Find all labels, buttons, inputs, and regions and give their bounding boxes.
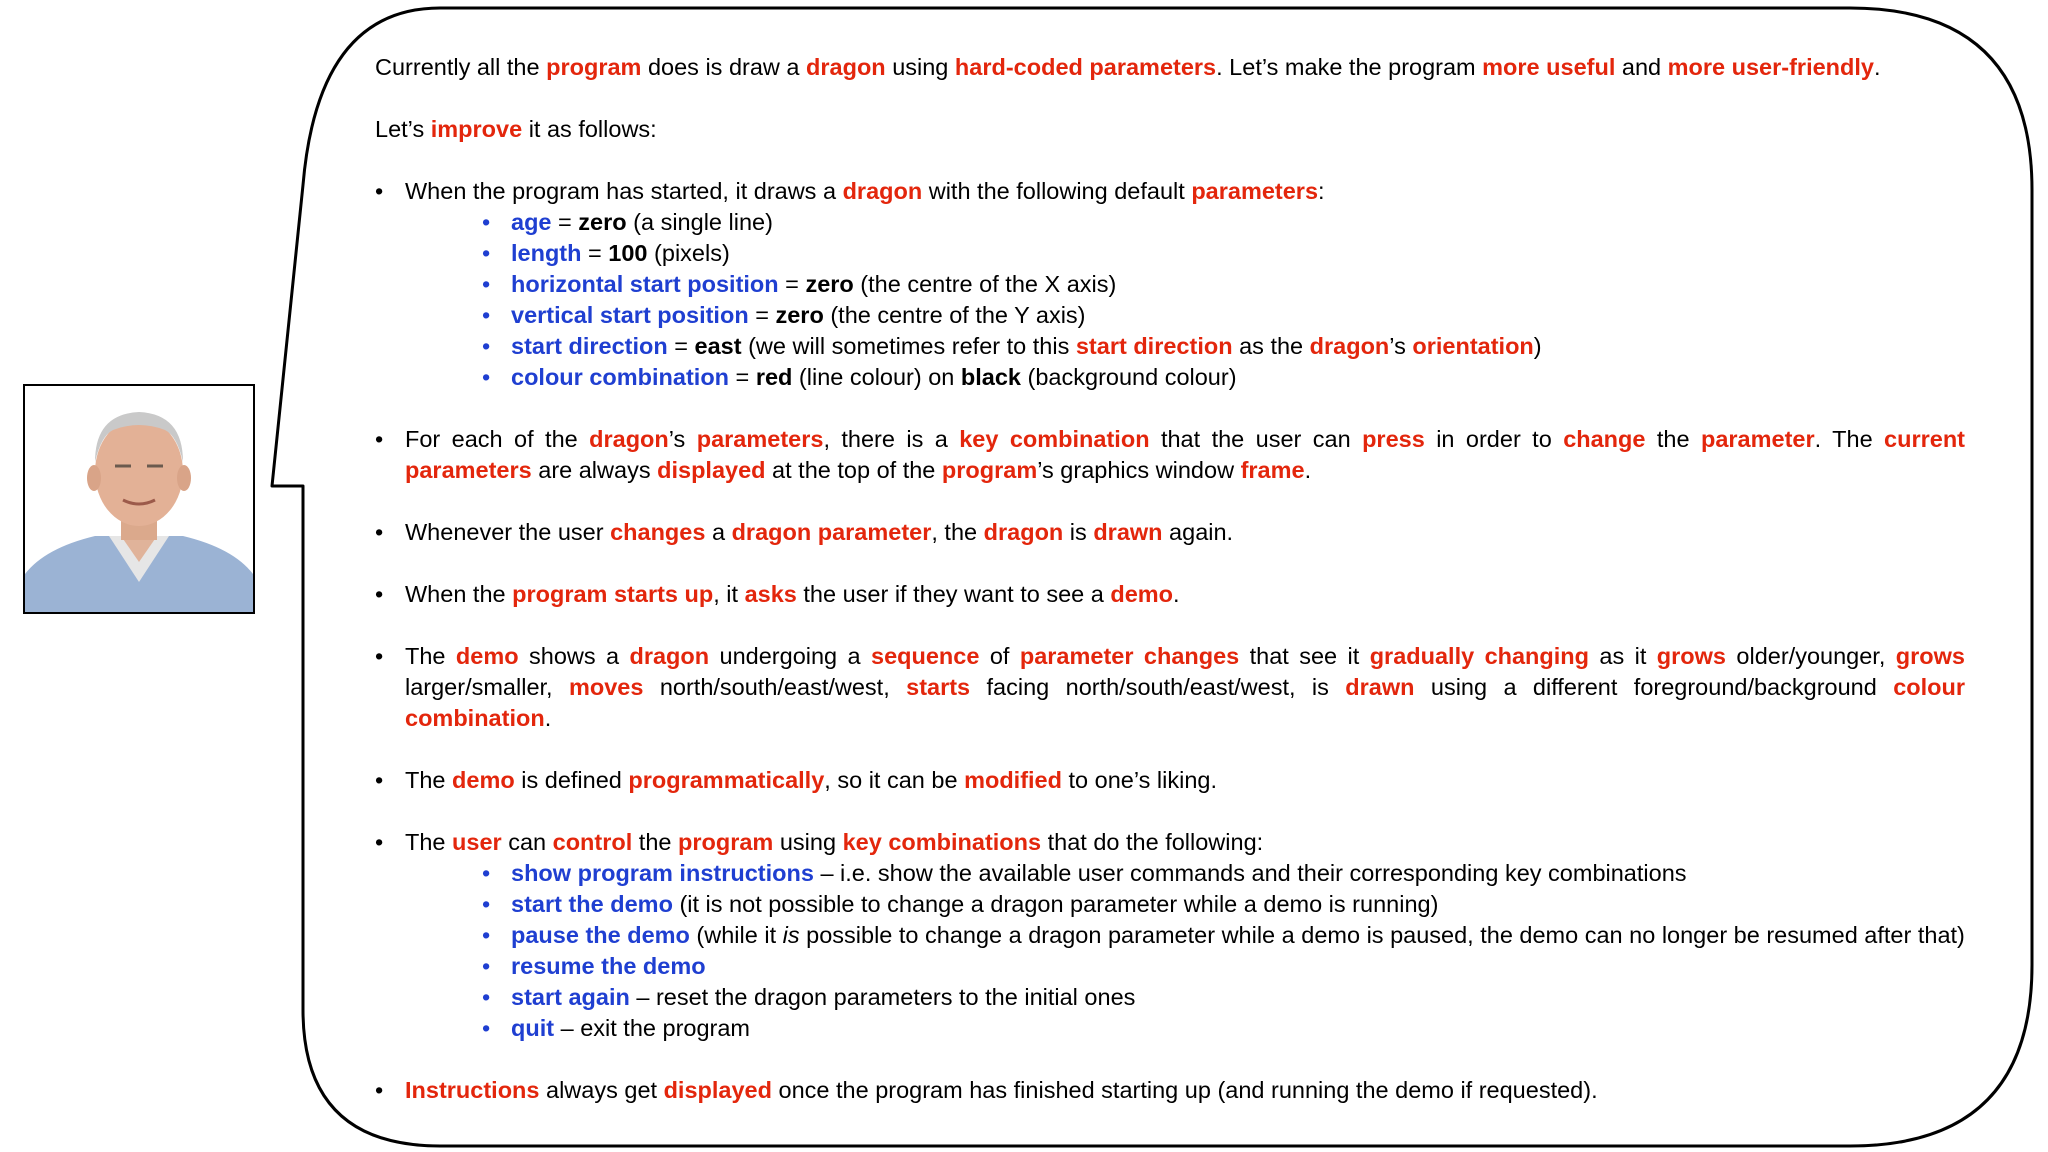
bullet-item-ask-demo	[375, 579, 1965, 610]
text-run: once the program has finished starting up (and running the demo if requested).	[771, 1077, 1598, 1103]
highlight-term: hard-coded parameters	[954, 54, 1217, 80]
text-run: a	[705, 519, 732, 545]
highlight-term: drawn	[1093, 519, 1163, 545]
parameter-term: pause the demo	[511, 922, 690, 948]
bullet-text	[405, 517, 1965, 548]
text-run: using	[885, 54, 955, 80]
highlight-term: modified	[964, 767, 1062, 793]
intro-line-2	[375, 114, 1965, 145]
text-run: always get	[539, 1077, 664, 1103]
text-run: that see it	[1239, 643, 1370, 669]
highlight-term: parameter changes	[1019, 643, 1240, 669]
highlight-term: grows	[1656, 643, 1727, 669]
parameter-term: colour combination	[511, 364, 730, 390]
text-run: again.	[1162, 519, 1234, 545]
text-run: – reset the dragon parameters to the initial ones	[629, 984, 1136, 1010]
bullet-item-defaults	[375, 176, 1965, 393]
text-run: (the centre of the Y axis)	[823, 302, 1086, 328]
text-run: larger/smaller,	[405, 674, 569, 700]
text-run: north/south/east/west,	[643, 674, 907, 700]
parameter-term: start direction	[511, 333, 668, 359]
highlight-term: demo	[455, 643, 519, 669]
bullet-icon: •	[375, 519, 384, 545]
highlight-term: moves	[568, 674, 644, 700]
text-run: (it is not possible to change a dragon parameter while a demo is running)	[672, 891, 1439, 917]
parameter-term: show program instructions	[511, 860, 814, 886]
text-run: using	[773, 829, 843, 855]
text-run: ’s	[1389, 333, 1413, 359]
highlight-term: user	[452, 829, 502, 855]
bullet-item-demo-shows	[375, 641, 1965, 734]
text-run: can	[501, 829, 553, 855]
text-run: it as follows:	[522, 116, 657, 142]
highlight-term: improve	[430, 116, 523, 142]
parameter-term: quit	[511, 1015, 555, 1041]
text-run: =	[581, 240, 609, 266]
presenter-photo	[23, 384, 255, 614]
text-run: .	[544, 705, 552, 731]
text-run: – i.e. show the available user commands and their corresponding key combinations	[813, 860, 1687, 886]
text-run: as it	[1589, 643, 1657, 669]
text-run: :	[1318, 178, 1325, 204]
bullet-item-key-combinations	[375, 424, 1965, 486]
sub-list-item	[405, 951, 1965, 982]
sub-bullet-icon: •	[482, 984, 491, 1010]
text-run: ’s	[668, 426, 697, 452]
text-run: shows a	[518, 643, 630, 669]
sub-list-item	[405, 889, 1965, 920]
bullet-item-demo-defined	[375, 765, 1965, 796]
text-run: of	[979, 643, 1020, 669]
sub-list	[405, 207, 1965, 393]
text-run: the user if they want to see a	[796, 581, 1111, 607]
highlight-term: changes	[610, 519, 706, 545]
bullet-item-instructions	[375, 1075, 1965, 1106]
highlight-term: colour combination	[405, 674, 1965, 731]
highlight-term: frame	[1240, 457, 1305, 483]
text-run: When the program has started, it draws a	[405, 178, 843, 204]
text-run: , there is a	[823, 426, 960, 452]
sub-bullet-icon: •	[482, 209, 491, 235]
bullet-text	[405, 1075, 1965, 1106]
text-run: and	[1615, 54, 1668, 80]
text-run: at the top of the	[765, 457, 942, 483]
sub-list-item	[405, 362, 1965, 393]
sub-list	[405, 858, 1965, 1044]
sub-list-item	[405, 858, 1965, 889]
text-run: facing north/south/east/west, is	[970, 674, 1346, 700]
text-run: =	[778, 271, 806, 297]
text-run: When the	[405, 581, 513, 607]
text-run: Whenever the user	[405, 519, 611, 545]
bullet-icon: •	[375, 178, 384, 204]
text-run: the	[632, 829, 678, 855]
text-run: is	[1063, 519, 1094, 545]
sub-bullet-icon: •	[482, 953, 491, 979]
bullet-icon: •	[375, 829, 384, 855]
text-run: as the	[1232, 333, 1310, 359]
highlight-term: key combinations	[842, 829, 1042, 855]
text-run: using a different foreground/background	[1414, 674, 1894, 700]
text-run: is	[782, 922, 800, 948]
sub-bullet-icon: •	[482, 240, 491, 266]
sub-bullet-icon: •	[482, 333, 491, 359]
text-run: . The	[1814, 426, 1885, 452]
text-run: =	[667, 333, 695, 359]
highlight-term: Instructions	[405, 1077, 540, 1103]
text-run: )	[1533, 333, 1542, 359]
text-run: .	[1304, 457, 1312, 483]
highlight-term: parameter	[1700, 426, 1815, 452]
text-run: that the user can	[1149, 426, 1363, 452]
text-run: does is draw a	[641, 54, 807, 80]
highlight-term: program	[546, 54, 642, 80]
bullet-item-user-control	[375, 827, 1965, 1044]
text-run: =	[729, 364, 756, 390]
highlight-term: asks	[744, 581, 797, 607]
highlight-term: dragon parameter	[731, 519, 932, 545]
bullet-icon: •	[375, 643, 384, 669]
sub-bullet-icon: •	[482, 364, 491, 390]
text-run: (the centre of the X axis)	[853, 271, 1117, 297]
bullet-text	[405, 579, 1965, 610]
text-run: . Let’s make the program	[1216, 54, 1483, 80]
parameter-term: resume the demo	[511, 953, 706, 979]
bullet-text	[405, 424, 1965, 486]
text-run: .	[1873, 54, 1881, 80]
text-run: the	[1645, 426, 1701, 452]
bullet-text	[405, 641, 1965, 734]
text-run: that do the following:	[1041, 829, 1264, 855]
sub-bullet-icon: •	[482, 922, 491, 948]
highlight-term: dragon	[1309, 333, 1390, 359]
text-run: =	[551, 209, 579, 235]
text-run: (line colour) on	[792, 364, 961, 390]
text-run: The	[405, 767, 453, 793]
person-portrait-icon	[25, 386, 253, 612]
sub-list-item	[405, 331, 1965, 362]
value-text: zero	[578, 209, 627, 235]
value-text: zero	[805, 271, 854, 297]
highlight-term: starts	[906, 674, 971, 700]
parameter-term: horizontal start position	[511, 271, 779, 297]
highlight-term: dragon	[806, 54, 886, 80]
highlight-term: control	[552, 829, 633, 855]
highlight-term: dragon	[842, 178, 923, 204]
bullet-icon: •	[375, 1077, 384, 1103]
sub-list-item	[405, 300, 1965, 331]
highlight-term: program	[678, 829, 774, 855]
highlight-term: displayed	[663, 1077, 772, 1103]
text-run: , it	[713, 581, 745, 607]
highlight-term: change	[1563, 426, 1646, 452]
text-run: in order to	[1424, 426, 1564, 452]
highlight-term: more user-friendly	[1667, 54, 1874, 80]
text-run: (we will sometimes refer to this	[741, 333, 1076, 359]
sub-bullet-icon: •	[482, 1015, 491, 1041]
text-run: are always	[531, 457, 658, 483]
highlight-term: start direction	[1075, 333, 1233, 359]
parameter-term: start the demo	[511, 891, 673, 917]
text-run: , the	[931, 519, 984, 545]
bullet-item-redraw	[375, 517, 1965, 548]
highlight-term: demo	[1110, 581, 1174, 607]
text-run: undergoing a	[709, 643, 872, 669]
bullet-icon: •	[375, 767, 384, 793]
highlight-term: parameters	[696, 426, 824, 452]
explanation-text	[375, 52, 1965, 1106]
sub-list-item	[405, 982, 1965, 1013]
text-run: =	[748, 302, 776, 328]
highlight-term: more useful	[1482, 54, 1616, 80]
sub-bullet-icon: •	[482, 860, 491, 886]
sub-bullet-icon: •	[482, 271, 491, 297]
requirements-list	[375, 176, 1965, 1106]
parameter-term: length	[511, 240, 582, 266]
text-run: to one’s liking.	[1061, 767, 1218, 793]
highlight-term: programmatically	[628, 767, 825, 793]
bullet-text	[405, 176, 1965, 207]
highlight-term: gradually changing	[1369, 643, 1590, 669]
highlight-term: dragon	[589, 426, 669, 452]
highlight-term: drawn	[1345, 674, 1415, 700]
highlight-term: demo	[452, 767, 515, 793]
text-run: The	[405, 829, 453, 855]
text-run: For each of the	[405, 426, 590, 452]
parameter-term: start again	[511, 984, 630, 1010]
text-run: (while it	[689, 922, 783, 948]
text-run: Currently all the	[375, 54, 547, 80]
text-run: , so it can be	[824, 767, 965, 793]
sub-list-item	[405, 238, 1965, 269]
text-run: is defined	[514, 767, 629, 793]
sub-bullet-icon: •	[482, 891, 491, 917]
highlight-term: dragon	[983, 519, 1064, 545]
parameter-term: vertical start position	[511, 302, 749, 328]
text-run: .	[1173, 581, 1180, 607]
text-run: (pixels)	[647, 240, 730, 266]
text-run: possible to change a dragon parameter while a demo is paused, the demo can no longer be resumed after that)	[799, 922, 1965, 948]
text-run: with the following default	[922, 178, 1192, 204]
bullet-text	[405, 765, 1965, 796]
sub-bullet-icon: •	[482, 302, 491, 328]
highlight-term: current parameters	[405, 426, 1966, 483]
highlight-term: dragon	[629, 643, 710, 669]
highlight-term: key combination	[959, 426, 1150, 452]
highlight-term: parameters	[1191, 178, 1319, 204]
sub-list-item	[405, 207, 1965, 238]
text-run: (a single line)	[626, 209, 773, 235]
text-run: – exit the program	[554, 1015, 751, 1041]
bullet-text	[405, 827, 1965, 858]
bullet-icon: •	[375, 426, 384, 452]
value-text: black	[960, 364, 1021, 390]
value-text: red	[755, 364, 793, 390]
parameter-term: age	[511, 209, 552, 235]
highlight-term: grows	[1895, 643, 1965, 669]
text-run: Let’s	[375, 116, 431, 142]
sub-list-item	[405, 1013, 1965, 1044]
intro-line-1	[375, 52, 1965, 83]
text-run: (background colour)	[1021, 364, 1237, 390]
highlight-term: program starts up	[512, 581, 714, 607]
highlight-term: press	[1362, 426, 1425, 452]
text-run: older/younger,	[1726, 643, 1896, 669]
highlight-term: displayed	[657, 457, 766, 483]
sub-list-item	[405, 920, 1965, 951]
text-run: The	[405, 643, 456, 669]
highlight-term: program	[941, 457, 1038, 483]
highlight-term: sequence	[871, 643, 980, 669]
value-text: east	[694, 333, 742, 359]
text-run: ’s graphics window	[1037, 457, 1241, 483]
bullet-icon: •	[375, 581, 384, 607]
value-text: zero	[775, 302, 824, 328]
highlight-term: orientation	[1412, 333, 1534, 359]
sub-list-item	[405, 269, 1965, 300]
value-text: 100	[608, 240, 648, 266]
